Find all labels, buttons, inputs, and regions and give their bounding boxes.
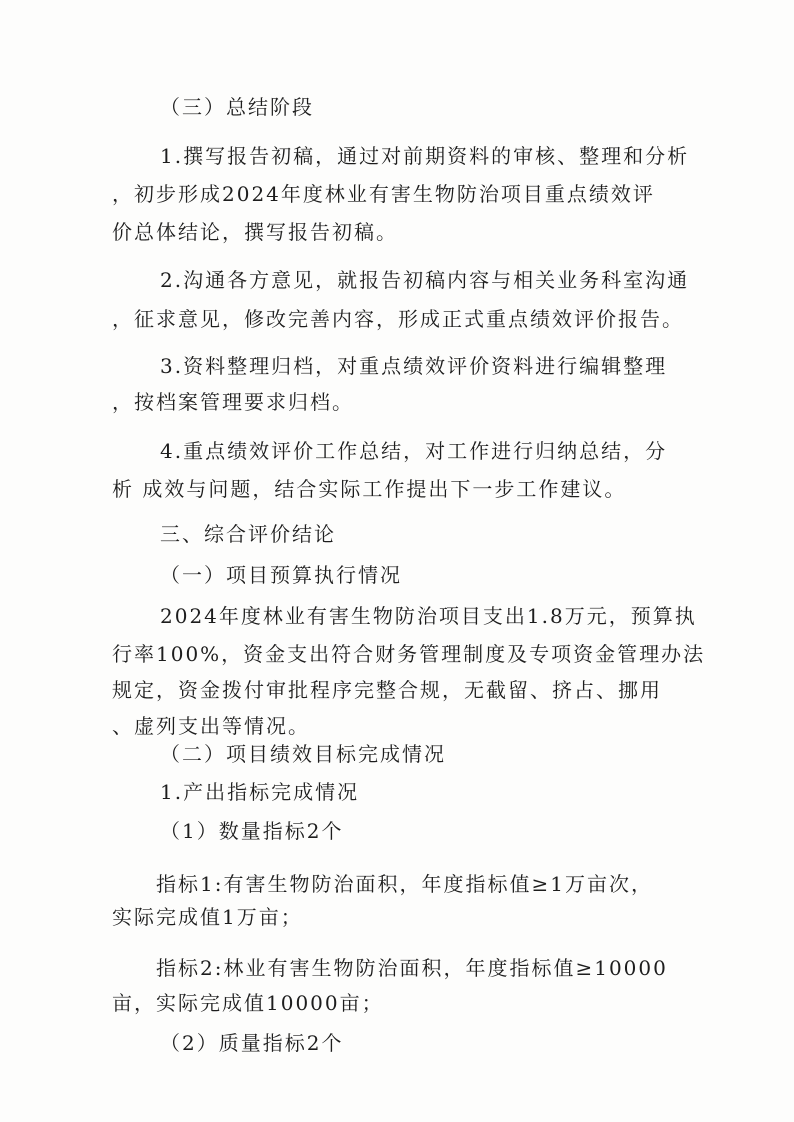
stage3-heading: （三）总结阶段 [160,95,314,119]
item1-line1: 1.撰写报告初稿，通过对前期资料的审核、整理和分析 [160,144,690,168]
output-heading: 1.产出指标完成情况 [160,780,360,804]
quantity-heading: （1）数量指标2个 [160,819,344,843]
item1-line2: ，初步形成2024年度林业有害生物防治项目重点绩效评 [112,182,655,206]
budget-line2: 行率100%，资金支出符合财务管理制度及专项资金管理办法 [112,642,706,666]
section3-heading: 三、综合评价结论 [160,522,336,546]
item1-line3: 价总体结论，撰写报告初稿。 [112,220,398,244]
budget-line1: 2024年度林业有害生物防治项目支出1.8万元，预算执 [160,604,697,628]
indicator1-line1: 指标1:有害生物防治面积，年度指标值≥1万亩次， [156,872,653,896]
item3-line1: 3.资料整理归档，对重点绩效评价资料进行编辑整理 [160,354,668,378]
indicator2-line2: 亩，实际完成值10000亩； [112,991,384,1015]
sub2-heading: （二）项目绩效目标完成情况 [160,742,446,766]
sub1-heading: （一）项目预算执行情况 [160,563,402,587]
indicator1-line2: 实际完成值1万亩； [112,905,303,929]
budget-line4: 、虚列支出等情况。 [112,714,310,738]
item2-line2: ，征求意见，修改完善内容，形成正式重点绩效评价报告。 [112,307,684,331]
item4-line1: 4.重点绩效评价工作总结，对工作进行归纳总结，分 [160,439,668,463]
budget-line3: 规定，资金拨付审批程序完整合规，无截留、挤占、挪用 [112,678,662,702]
item2-line1: 2.沟通各方意见，就报告初稿内容与相关业务科室沟通 [160,268,690,292]
quality-heading: （2）质量指标2个 [160,1031,344,1055]
item4-line2: 析 成效与问题，结合实际工作提出下一步工作建议。 [112,477,627,501]
indicator2-line1: 指标2:林业有害生物防治面积，年度指标值≥10000 [156,956,668,980]
item3-line2: ，按档案管理要求归档。 [112,390,354,414]
